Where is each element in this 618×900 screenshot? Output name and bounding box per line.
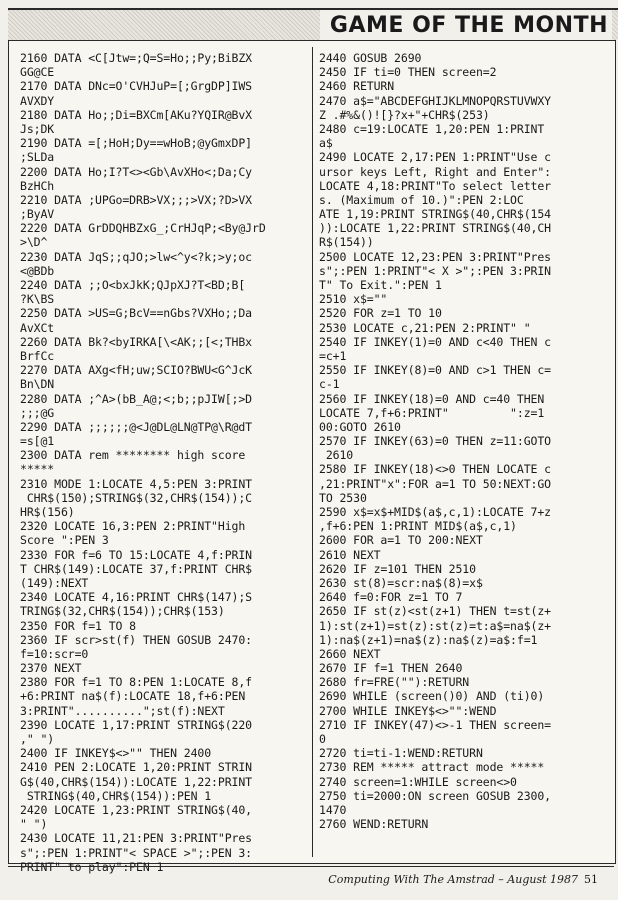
code-line: 2530 LOCATE c,21:PEN 2:PRINT" ": [319, 320, 531, 335]
code-line: ursor keys Left, Right and Enter":: [319, 164, 552, 179]
code-line: )):LOCATE 1,22:PRINT STRING$(40,CH: [319, 221, 552, 236]
code-line: ,21:PRINT"x":FOR a=1 TO 50:NEXT:GO: [319, 476, 552, 491]
code-line: 2620 IF z=101 THEN 2510: [319, 561, 476, 576]
code-line: 2290 DATA ;;;;;;@<J@DL@LN@TP@\R@dT: [20, 419, 253, 434]
code-line: 2280 DATA ;^A>(bB_A@;<;b;;pJIW[;>D: [20, 391, 253, 406]
code-listing-frame: [8, 40, 616, 874]
code-line: 2740 screen=1:WHILE screen<>0: [319, 774, 517, 789]
column-divider: [312, 47, 313, 857]
code-line: 2440 GOSUB 2690: [319, 51, 422, 65]
page-number: 51: [584, 873, 598, 886]
code-line: ;;;@G: [20, 405, 55, 420]
code-line: 2560 IF INKEY(18)=0 AND c=40 THEN: [319, 391, 545, 406]
code-line: 2760 WEND:RETURN: [319, 817, 429, 832]
code-line: T" To Exit.":PEN 1: [319, 278, 442, 292]
code-line: 2210 DATA ;UPGo=DRB>VX;;;>VX;?D>VX: [20, 192, 253, 207]
code-line: 3:PRINT"..........";st(f):NEXT: [20, 703, 225, 718]
code-line: 2460 RETURN: [319, 79, 395, 94]
code-line: ," "): [20, 732, 55, 746]
code-line: LOCATE 4,18:PRINT"To select letter: [319, 178, 552, 193]
code-line: 2370 NEXT: [20, 661, 82, 676]
code-line: T CHR$(149):LOCATE 37,f:PRINT CHR$: [20, 561, 253, 576]
code-line: R$(154)): [319, 235, 374, 250]
code-line: 2600 FOR a=1 TO 200:NEXT: [319, 533, 483, 548]
code-line: 2670 IF f=1 THEN 2640: [319, 661, 463, 676]
code-line: TO 2530: [319, 490, 367, 505]
code-line: 2450 IF ti=0 THEN screen=2: [319, 65, 497, 80]
code-line: 0: [319, 732, 326, 746]
page-header: [8, 8, 618, 40]
code-line: 2180 DATA Ho;;Di=BXCm[AKu?YQIR@BvX: [20, 107, 253, 122]
code-line: f=10:scr=0: [20, 646, 89, 661]
code-line: TRING$(32,CHR$(154));CHR$(153): [20, 604, 225, 619]
code-line: 2300 DATA rem ******** high score: [20, 448, 246, 463]
code-line: 2590 x$=x$+MID$(a$,c,1):LOCATE 7+z: [319, 505, 552, 519]
code-line: 2540 IF INKEY(1)=0 AND c<40 THEN c: [319, 334, 552, 349]
code-line: 2220 DATA GrDDQHBZxG_;CrHJqP;<By@JrD: [20, 221, 266, 236]
code-line: 2170 DATA DNc=O'CVHJuP=[;GrgDP]IWS: [20, 79, 253, 94]
code-line: 2260 DATA Bk?<byIRKA[\<AK;;[<;THBx: [20, 334, 253, 349]
code-line: Z .#%&()![}?x+"+CHR$(253): [319, 107, 490, 122]
code-line: =c+1: [319, 348, 347, 363]
code-column-left: [20, 51, 308, 874]
code-line: s. (Maximum of 10.)":PEN 2:LOC: [319, 192, 524, 207]
code-line: 2400 IF INKEY$<>"" THEN 2400: [20, 746, 212, 761]
code-line: 2500 LOCATE 12,23:PEN 3:PRINT"Pres: [319, 249, 552, 264]
code-line: 2510 x$="": [319, 292, 388, 307]
code-line: 2470 a$="ABCDEFGHIJKLMNOPQRSTUVWXY: [319, 93, 552, 108]
code-line: +6:PRINT na$(f):LOCATE 18,f+6:PEN: [20, 689, 246, 704]
code-line: G$(40,CHR$(154)):LOCATE 1,22:PRINT: [20, 774, 253, 789]
code-line: 2190 DATA =[;HoH;Dy==wHoB;@yGmxDP]: [20, 136, 253, 151]
code-line: AvXCt: [20, 320, 55, 335]
code-line: 2380 FOR f=1 TO 8:PEN 1:LOCATE 8,f: [20, 675, 253, 690]
code-line: a$: [319, 136, 333, 151]
code-line: 2650 IF st(z)<st(z+1) THEN t=st(z+: [319, 604, 552, 619]
code-line: 2390 LOCATE 1,17:PRINT STRING$(220: [20, 717, 253, 732]
code-line: >\D^: [20, 235, 48, 250]
code-line: 2720 ti=ti-1:WEND:RETURN: [319, 746, 483, 761]
code-line: (149):NEXT: [20, 575, 89, 590]
code-line: 2330 FOR f=6 TO 15:LOCATE 4,f:PRIN: [20, 547, 253, 562]
code-line: 2630 st(8)=scr:na$(8)=x$: [319, 575, 483, 590]
code-line: 2200 DATA Ho;I?T<><Gb\AvXHo<;Da;Cy: [20, 164, 253, 179]
code-line: ?K\BS: [20, 292, 55, 307]
code-line: BrfCc: [20, 348, 55, 363]
code-line: 2580 IF INKEY(18)<>0 THEN LOCATE c: [319, 462, 552, 477]
publication-credit: Computing With The Amstrad – August 1987: [328, 873, 578, 886]
code-line: PRINT" to play":PEN 1: [20, 859, 164, 874]
code-line: BzHCh: [20, 178, 55, 193]
code-line: 2550 IF INKEY(8)=0 AND c>1 THEN c=: [319, 363, 552, 378]
code-line: 2730 REM ***** attract mode *****: [319, 760, 545, 775]
code-line: LOCATE 7,f+6:PRINT" ":z=1: [319, 405, 545, 420]
code-line: *****: [20, 462, 55, 477]
code-line: 2520 FOR z=1 TO 10: [319, 306, 442, 321]
code-line: AVXDY: [20, 93, 55, 108]
code-line: s";:PEN 1:PRINT"< X >";:PEN 3:PRIN: [319, 263, 552, 278]
page-footer: [8, 866, 614, 893]
code-line: 2490 LOCATE 2,17:PEN 1:PRINT"Use c: [319, 150, 552, 165]
code-line: =s[@1: [20, 434, 55, 449]
code-line: 2250 DATA >US=G;BcV==nGbs?VXHo;;Da: [20, 306, 253, 321]
code-line: GG@CE: [20, 65, 55, 80]
code-line: 2690 WHILE (screen()0) AND (ti)0): [319, 689, 545, 704]
code-column-right: [319, 51, 609, 831]
code-line: 2610: [319, 448, 354, 463]
code-line: ;ByAV: [20, 207, 55, 222]
code-line: 2610 NEXT: [319, 547, 381, 562]
code-line: STRING$(40,CHR$(154)):PEN 1: [20, 788, 212, 803]
code-line: Js;DK: [20, 121, 55, 136]
code-line: 2750 ti=2000:ON screen GOSUB 2300,: [319, 788, 552, 803]
code-line: 2240 DATA ;;O<bxJkK;QJpXJ?T<BD;B[: [20, 278, 246, 292]
code-line: 1):st(z+1)=st(z):st(z)=t:a$=na$(z+: [319, 618, 552, 633]
code-line: 2230 DATA JqS;;qJO;>lw<^y<?k;>y;oc: [20, 249, 253, 264]
code-line: " "): [20, 817, 48, 832]
code-line: 2700 WHILE INKEY$<>"":WEND: [319, 703, 497, 718]
code-line: 2710 IF INKEY(47)<>-1 THEN screen=: [319, 717, 552, 732]
code-line: 2350 FOR f=1 TO 8: [20, 618, 137, 633]
code-line: Score ":PEN 3: [20, 533, 109, 548]
code-line: 2410 PEN 2:LOCATE 1,20:PRINT STRIN: [20, 760, 253, 775]
code-line: 2360 IF scr>st(f) THEN GOSUB 2470:: [20, 632, 253, 647]
code-line: s";:PEN 1:PRINT"< SPACE >";:PEN 3:: [20, 845, 253, 860]
code-line: 2430 LOCATE 11,21:PEN 3:PRINT"Pres: [20, 831, 253, 846]
code-line: Bn\DN: [20, 377, 55, 392]
code-line: 2480 c=19:LOCATE 1,20:PEN 1:PRINT: [319, 121, 545, 136]
code-line: 2660 NEXT: [319, 646, 381, 661]
code-line: HR$(156): [20, 505, 75, 519]
code-line: 2160 DATA <C[Jtw=;Q=S=Ho;;Py;BiBZX: [20, 51, 253, 65]
code-line: 2340 LOCATE 4,16:PRINT CHR$(147);S: [20, 590, 253, 605]
code-line: 2640 f=0:FOR z=1 TO 7: [319, 590, 463, 605]
code-line: ,f+6:PEN 1:PRINT MID$(a$,c,1): [319, 519, 517, 534]
code-line: 2570 IF INKEY(63)=0 THEN z=11:GOTO: [319, 434, 552, 449]
code-line: 1):na$(z+1)=na$(z):na$(z)=a$:f=1: [319, 632, 538, 647]
code-line: <@BDb: [20, 263, 55, 278]
code-line: ATE 1,19:PRINT STRING$(40,CHR$(154: [319, 207, 552, 222]
code-line: 2420 LOCATE 1,23:PRINT STRING$(40,: [20, 802, 253, 817]
code-line: 00:GOTO 2610: [319, 419, 401, 434]
section-title: GAME OF THE MONTH: [320, 10, 612, 40]
code-line: ;SLDa: [20, 150, 55, 165]
code-line: 2680 fr=FRE(""):RETURN: [319, 675, 470, 690]
code-line: 2320 LOCATE 16,3:PEN 2:PRINT"High: [20, 519, 246, 534]
code-line: 2270 DATA AXg<fH;uw;SCIO?BWU<G^JcK: [20, 363, 253, 378]
code-line: c-1: [319, 377, 340, 392]
code-line: CHR$(150);STRING$(32,CHR$(154));C: [20, 490, 253, 505]
code-line: 1470: [319, 802, 347, 817]
code-line: 2310 MODE 1:LOCATE 4,5:PEN 3:PRINT: [20, 476, 253, 491]
footer-text: [328, 873, 598, 886]
